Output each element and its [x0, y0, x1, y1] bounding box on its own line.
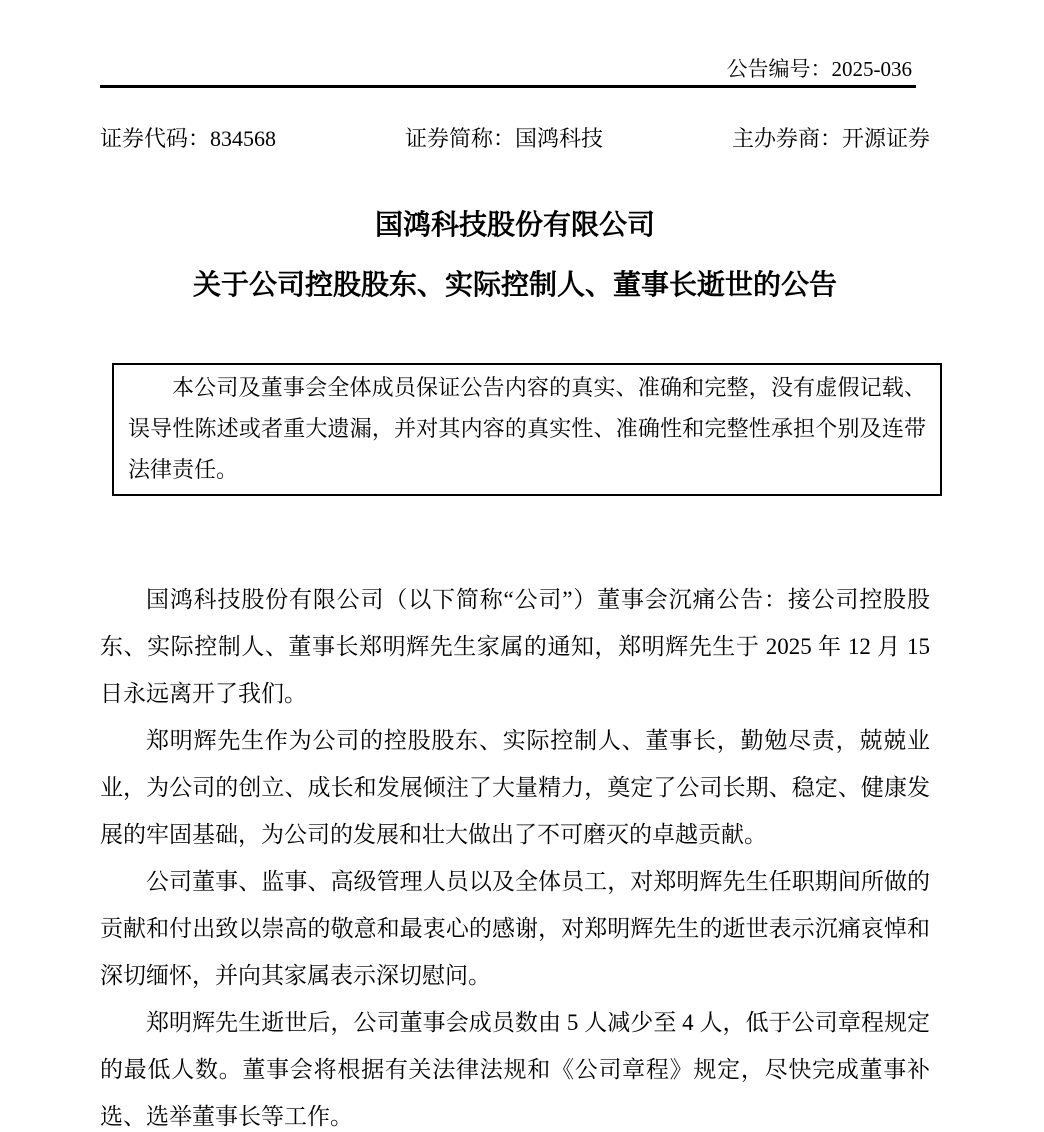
- securities-short-name: 证券简称：国鸿科技: [404, 126, 603, 151]
- document-content: [100, 58, 930, 1132]
- company-name-title: 国鸿科技股份有限公司: [374, 210, 655, 241]
- securities-info-row: [100, 125, 930, 153]
- announcement-number: 公告编号：2025-036: [726, 57, 912, 81]
- securities-code: 证券代码：834568: [100, 126, 277, 151]
- body-paragraph-2: 郑明辉先生作为公司的控股股东、实际控制人、董事长，勤勉尽责，兢兢业业，为公司的创立、成长和发展倾注了大量精力，奠定了公司长期、稳定、健康发展的牢固基础，为公司的发展和壮大做出了不可磨灭的卓越贡献。: [100, 728, 930, 847]
- announcement-body: [100, 576, 930, 1132]
- body-paragraph-3: 公司董事、监事、高级管理人员以及全体员工，对郑明辉先生任职期间所做的贡献和付出致以崇高的敬意和最衷心的感谢，对郑明辉先生的逝世表示沉痛哀悼和深切缅怀，并向其家属表示深切慰问。: [100, 869, 930, 988]
- body-paragraph-1: 国鸿科技股份有限公司（以下简称“公司”）董事会沉痛公告：接公司控股股东、实际控制人、董事长郑明辉先生家属的通知，郑明辉先生于 2025 年 12 月 15 日永远离开了我们。: [100, 587, 930, 706]
- sponsor-broker: 主办券商：开源证券: [731, 126, 930, 151]
- announcement-title: 关于公司控股股东、实际控制人、董事长逝世的公告: [192, 270, 837, 301]
- disclaimer-box: [112, 363, 942, 496]
- body-paragraph-4: 郑明辉先生逝世后，公司董事会成员数由 5 人减少至 4 人，低于公司章程规定的最低人数。董事会将根据有关法律法规和《公司章程》规定，尽快完成董事补选、选举董事长等工作。: [100, 1010, 930, 1129]
- header-rule: [100, 85, 916, 88]
- disclaimer-text: 本公司及董事会全体成员保证公告内容的真实、准确和完整，没有虚假记载、误导性陈述或者重大遗漏，并对其内容的真实性、准确性和完整性承担个别及连带法律责任。: [128, 375, 926, 482]
